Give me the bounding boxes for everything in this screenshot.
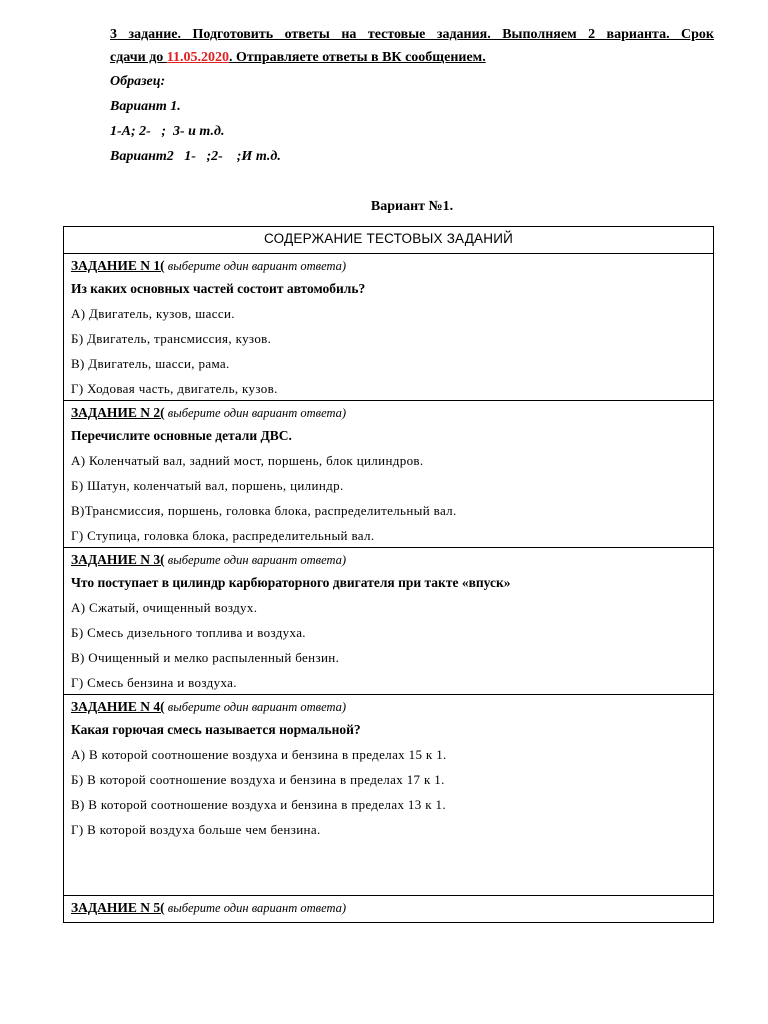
answer-option: А) Двигатель, кузов, шасси.	[71, 306, 235, 321]
task-5	[64, 896, 714, 923]
sample-variant: Вариант 1.	[110, 99, 181, 114]
sample-variant2: Вариант2 1- ;2- ;И т.д.	[110, 149, 281, 164]
answer-option: Б) В которой соотношение воздуха и бензина в пределах 17 к 1.	[71, 772, 445, 787]
answer-option: А) Сжатый, очищенный воздух.	[71, 600, 258, 615]
answer-option: А) Коленчатый вал, задний мост, поршень, блок цилиндров.	[71, 453, 424, 468]
assignment-line-1: 3 задание. Подготовить ответы на тестовые задания. Выполняем 2 варианта. Срок	[110, 27, 714, 42]
answer-option: Г) Ступица, головка блока, распределительный вал.	[71, 528, 375, 543]
task-question: Что поступает в цилиндр карбюраторного двигателя при такте «впуск»	[71, 575, 511, 590]
assignment-line-2: сдачи до 11.05.2020. Отправляете ответы в ВК сообщением.	[110, 50, 486, 65]
task-question: Какая горючая смесь называется нормальной?	[71, 722, 361, 737]
deadline-date: 11.05.2020	[166, 50, 230, 65]
test-table	[63, 226, 714, 923]
task-3	[64, 548, 714, 695]
sample-answers: 1-А; 2- ; 3- и т.д.	[110, 124, 225, 139]
task-hint: выберите один вариант ответа)	[164, 700, 347, 714]
task-2	[64, 401, 714, 548]
answer-option: Г) Ходовая часть, двигатель, кузов.	[71, 381, 278, 396]
task-question: Перечислите основные детали ДВС.	[71, 428, 292, 443]
task-hint: выберите один вариант ответа)	[164, 406, 347, 420]
task-label: ЗАДАНИЕ N 5(	[71, 900, 165, 915]
task-label: ЗАДАНИЕ N 2(	[71, 405, 165, 420]
answer-option: Б) Шатун, коленчатый вал, поршень, цилиндр.	[71, 478, 344, 493]
answer-option: Г) В которой воздуха больше чем бензина.	[71, 822, 321, 837]
task-label: ЗАДАНИЕ N 3(	[71, 552, 165, 567]
task-question: Из каких основных частей состоит автомобиль?	[71, 281, 366, 296]
table-header: СОДЕРЖАНИЕ ТЕСТОВЫХ ЗАДАНИЙ	[64, 227, 714, 254]
assignment-intro	[110, 23, 714, 169]
answer-option: В) Двигатель, шасси, рама.	[71, 356, 230, 371]
task-label: ЗАДАНИЕ N 1(	[71, 258, 165, 273]
answer-option: Б) Двигатель, трансмиссия, кузов.	[71, 331, 272, 346]
answer-option: В) Очищенный и мелко распыленный бензин.	[71, 650, 340, 665]
sample-label: Образец:	[110, 74, 166, 89]
task-hint: выберите один вариант ответа)	[164, 901, 347, 915]
task-4	[64, 695, 714, 896]
answer-option: В) В которой соотношение воздуха и бензина в пределах 13 к 1.	[71, 797, 446, 812]
answer-option: А) В которой соотношение воздуха и бензина в пределах 15 к 1.	[71, 747, 447, 762]
task-hint: выберите один вариант ответа)	[164, 553, 347, 567]
answer-option: Г) Смесь бензина и воздуха.	[71, 675, 237, 690]
answer-option: В)Трансмиссия, поршень, головка блока, распределительный вал.	[71, 503, 457, 518]
variant-title: Вариант №1.	[370, 199, 454, 214]
task-hint: выберите один вариант ответа)	[164, 259, 347, 273]
task-label: ЗАДАНИЕ N 4(	[71, 699, 165, 714]
answer-option: Б) Смесь дизельного топлива и воздуха.	[71, 625, 306, 640]
task-1	[64, 254, 714, 401]
